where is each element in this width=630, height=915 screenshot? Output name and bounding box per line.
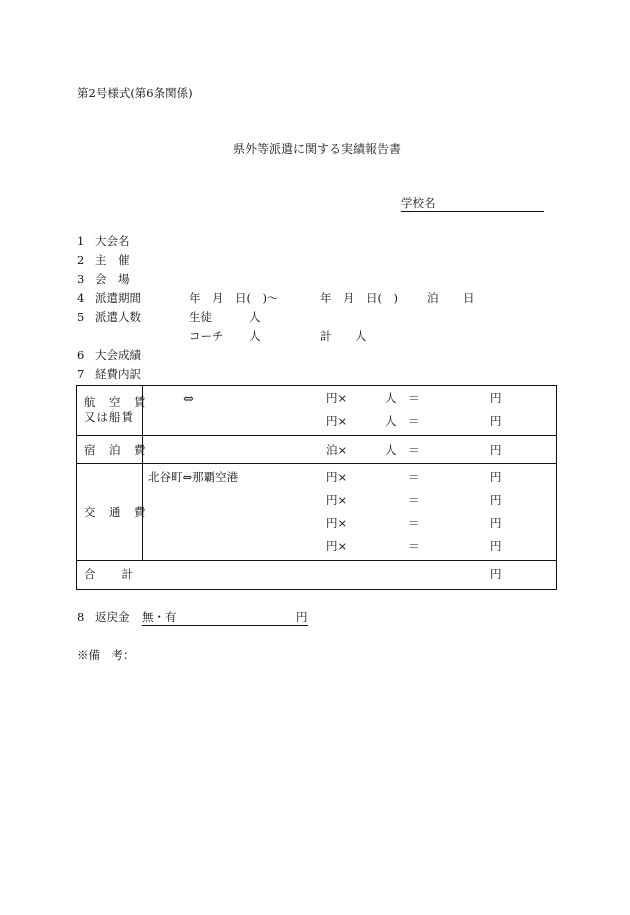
students-unit: 人 — [249, 310, 261, 324]
item-6-label: 大会成績 — [95, 348, 141, 362]
equals-cell: ＝ — [408, 391, 420, 405]
lodging-label: 宿 泊 費 — [84, 443, 147, 457]
school-name-label: 学校名 — [401, 196, 436, 210]
item-6-num: 6 — [77, 348, 85, 362]
people-cell: 人 — [385, 391, 397, 405]
item-8-num: 8 — [77, 610, 85, 624]
amount-cell: 円 — [490, 470, 502, 484]
period-to: 年 月 日( ) — [320, 291, 398, 305]
school-name-underline — [401, 211, 544, 212]
unit-price-cell: 円× — [326, 470, 348, 484]
total-label: 合 計 — [84, 567, 134, 581]
transport-route: 北谷町⇔那覇空港 — [148, 470, 239, 484]
period-days: 日 — [463, 291, 475, 305]
item-7-num: 7 — [77, 367, 85, 381]
unit-price-cell: 円× — [326, 391, 348, 405]
amount-cell: 円 — [490, 414, 502, 428]
equals-cell: ＝ — [408, 414, 420, 428]
transport-label: 交 通 費 — [84, 505, 147, 519]
document-title: 県外等派遣に関する実績報告書 — [233, 142, 402, 156]
equals-cell: ＝ — [408, 443, 420, 457]
item-4-num: 4 — [77, 291, 85, 305]
remarks-label: ※備 考： — [77, 648, 135, 662]
ship-fare-label: 又は船賃 — [84, 410, 134, 424]
item-2-num: 2 — [77, 253, 85, 267]
people-cell: 人 — [385, 414, 397, 428]
refund-label: 返戻金 — [95, 610, 130, 624]
equals-cell: ＝ — [408, 493, 420, 507]
equals-cell: ＝ — [408, 539, 420, 553]
unit-price-cell: 円× — [326, 516, 348, 530]
amount-cell: 円 — [490, 539, 502, 553]
item-1-num: 1 — [77, 234, 85, 248]
refund-choice: 無・有 — [142, 610, 177, 624]
equals-cell: ＝ — [408, 516, 420, 530]
refund-underline — [142, 625, 308, 626]
item-2-label: 主 催 — [95, 253, 130, 267]
amount-cell: 円 — [490, 493, 502, 507]
item-1-label: 大会名 — [95, 234, 130, 248]
refund-yen: 円 — [296, 610, 308, 624]
period-from: 年 月 日( )～ — [189, 291, 279, 305]
form-number: 第2号様式(第6条関係) — [77, 86, 193, 100]
total-people-unit: 人 — [355, 329, 367, 343]
amount-cell: 円 — [490, 391, 502, 405]
air-fare-label: 航 空 賃 — [84, 395, 147, 409]
item-7-label: 経費内訳 — [95, 367, 141, 381]
route-arrow-icon: ⇔ — [183, 392, 194, 407]
people-cell: 人 — [385, 443, 397, 457]
students-label: 生徒 — [189, 310, 212, 324]
unit-price-cell: 円× — [326, 539, 348, 553]
total-people-label: 計 — [320, 329, 332, 343]
item-3-label: 会 場 — [95, 272, 130, 286]
equals-cell: ＝ — [408, 470, 420, 484]
item-3-num: 3 — [77, 272, 85, 286]
item-4-label: 派遣期間 — [95, 291, 141, 305]
item-5-num: 5 — [77, 310, 85, 324]
unit-price-cell: 円× — [326, 493, 348, 507]
amount-cell: 円 — [490, 516, 502, 530]
item-5-label: 派遣人数 — [95, 310, 141, 324]
period-nights: 泊 — [427, 291, 439, 305]
nights-cell: 泊× — [326, 443, 348, 457]
coach-unit: 人 — [249, 329, 261, 343]
amount-cell: 円 — [490, 443, 502, 457]
unit-price-cell: 円× — [326, 414, 348, 428]
total-amount-cell: 円 — [490, 567, 502, 581]
coach-label: コーチ — [189, 329, 224, 343]
